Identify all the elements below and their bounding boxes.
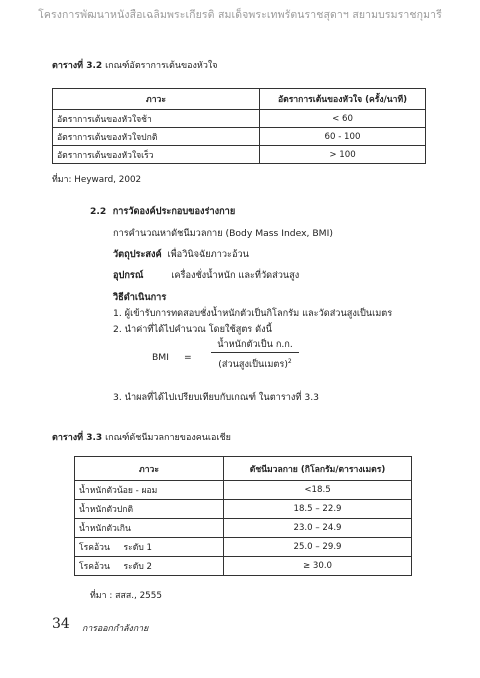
step-2: 2. นำค่าที่ได้ไปคำนวณ โดยใช้สูตร ดังนี้ (113, 324, 272, 335)
formula-denominator: (ส่วนสูงเป็นเมตร) (218, 359, 288, 370)
table1-label: ตารางที่ 3.2 (52, 61, 103, 71)
section-number: 2.2 (90, 206, 107, 217)
table2-cell: น้ำหนักตัวน้อย - ผอม (75, 481, 224, 500)
table2-caption (52, 430, 231, 444)
table2-cell: โรคอ้วน ระดับ 1 (75, 538, 224, 557)
table2-header-state: ภาวะ (75, 457, 224, 481)
table-row (75, 538, 412, 557)
table2-cell: โรคอ้วน ระดับ 2 (75, 557, 224, 576)
table-row (75, 557, 412, 576)
equipment-text: เครื่องชั่งน้ำหนัก และที่วัดส่วนสูง (171, 270, 300, 281)
running-header: โครงการพัฒนาหนังสือเฉลิมพระเกียรติ สมเด็จพระเทพรัตนราชสุดาฯ สยามบรมราชกุมารี (38, 9, 442, 21)
table2-source: ที่มา : สสส., 2555 (90, 591, 162, 601)
table-row (75, 481, 412, 500)
formula-equals: = (184, 352, 192, 363)
section-title: การวัดองค์ประกอบของร่างกาย (112, 206, 236, 217)
table2-cell: <18.5 (224, 481, 412, 500)
table-row (53, 146, 426, 164)
section-heading (90, 204, 235, 219)
table1-header-rate: อัตราการเต้นของหัวใจ (ครั้ง/นาที) (260, 89, 426, 110)
table1-source: ที่มา: Heyward, 2002 (52, 175, 142, 185)
footer-title: การออกกำลังกาย (82, 624, 149, 634)
table1-cell: อัตราการเต้นของหัวใจเร็ว (53, 146, 260, 164)
objective-label: วัตถุประสงค์ (113, 249, 162, 260)
table1-title: เกณฑ์อัตราการเต้นของหัวใจ (105, 61, 218, 71)
heart-rate-table (52, 88, 426, 164)
objective-line (113, 247, 249, 262)
table1-cell: อัตราการเต้นของหัวใจช้า (53, 110, 260, 128)
section-intro: การคำนวณหาดัชนีมวลกาย (Body Mass Index, BMI) (113, 228, 333, 239)
fraction-bar (211, 352, 299, 353)
table-row (75, 500, 412, 519)
table2-title: เกณฑ์ดัชนีมวลกายของคนเอเชีย (105, 433, 231, 443)
table2-cell: ≥ 30.0 (224, 557, 412, 576)
table1-cell: > 100 (260, 146, 426, 164)
formula-numerator: น้ำหนักตัวเป็น ก.ก. (217, 339, 293, 350)
page-number: 34 (52, 616, 70, 632)
table-row (53, 110, 426, 128)
step-1: 1. ผู้เข้ารับการทดสอบชั่งน้ำหนักตัวเป็นกิโลกรัม และวัดส่วนสูงเป็นเมตร (113, 308, 393, 319)
bmi-table (74, 456, 412, 576)
method-label: วิธีดำเนินการ (113, 292, 167, 303)
formula-power: 2 (287, 357, 292, 365)
table1-caption (52, 58, 218, 72)
table1-cell: < 60 (260, 110, 426, 128)
step-3: 3. นำผลที่ได้ไปเปรียบเทียบกับเกณฑ์ ในตารางที่ 3.3 (113, 392, 319, 403)
table2-cell: 18.5 – 22.9 (224, 500, 412, 519)
table-row (75, 519, 412, 538)
table1-header-state: ภาวะ (53, 89, 260, 110)
formula-lhs: BMI (152, 352, 169, 363)
table1-cell: 60 - 100 (260, 128, 426, 146)
table2-cell: 23.0 – 24.9 (224, 519, 412, 538)
table2-cell: น้ำหนักตัวปกติ (75, 500, 224, 519)
equipment-label: อุปกรณ์ (113, 270, 144, 281)
table2-cell: น้ำหนักตัวเกิน (75, 519, 224, 538)
formula-denominator-wrap (211, 357, 299, 372)
table2-cell: 25.0 – 29.9 (224, 538, 412, 557)
table2-header-bmi: ดัชนีมวลกาย (กิโลกรัม/ตารางเมตร) (224, 457, 412, 481)
table2-label: ตารางที่ 3.3 (52, 433, 103, 443)
table-row (53, 128, 426, 146)
table1-cell: อัตราการเต้นของหัวใจปกติ (53, 128, 260, 146)
objective-text: เพื่อวินิจฉัยภาวะอ้วน (167, 249, 249, 260)
equipment-line (113, 268, 299, 283)
